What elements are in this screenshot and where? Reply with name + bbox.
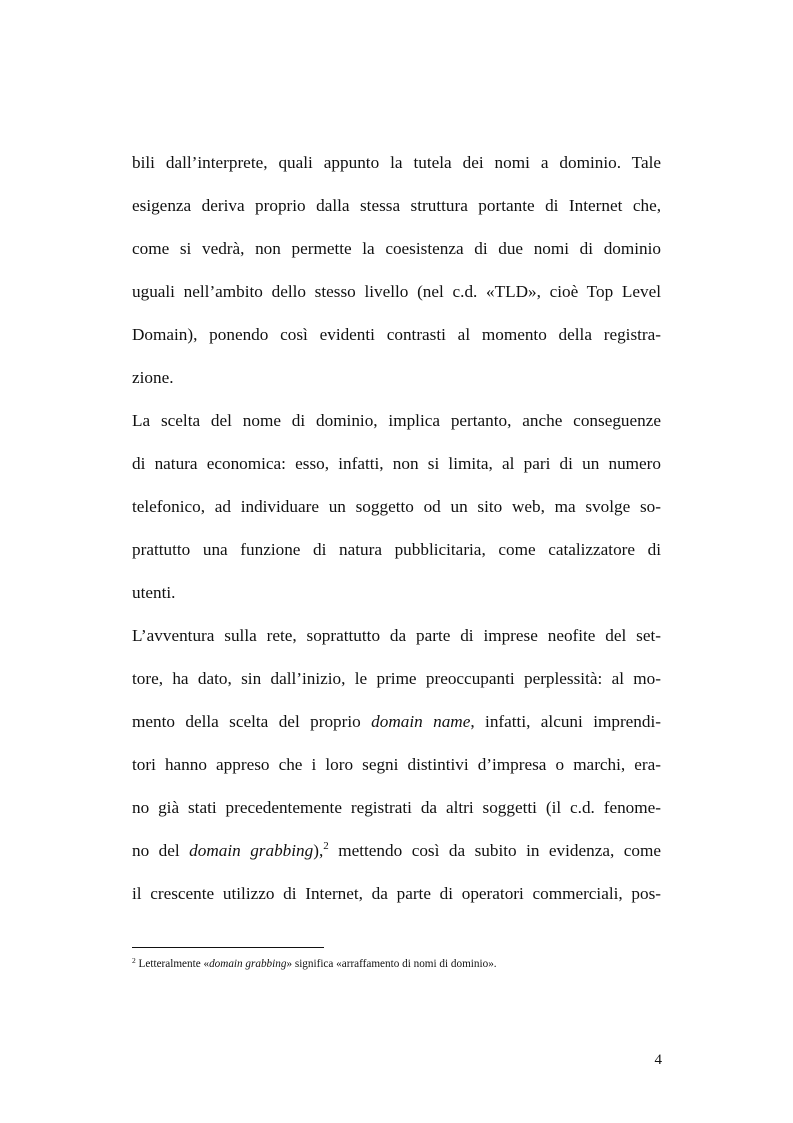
body-line-17 [132,839,661,863]
body-line-9: telefonico, ad individuare un soggetto od un sito web, ma svolge so- [132,497,661,516]
line-17-text-after: mettendo così da subito in evidenza, come [328,841,661,860]
footnote-number: 2 [132,956,136,965]
footnote-italic-term: domain grabbing [209,958,287,970]
body-line-18: il crescente utilizzo di Internet, da parte di operatori commerciali, pos- [132,884,661,903]
body-line-7: La scelta del nome di dominio, implica pertanto, anche conseguenze [132,411,661,430]
line-14-text-before: mento della scelta del proprio [132,712,372,731]
footnote-separator [132,947,324,948]
body-line-8: di natura economica: esso, infatti, non si limita, al pari di un numero [132,454,661,473]
body-line-15: tori hanno appreso che i loro segni distintivi d’impresa o marchi, era- [132,755,661,774]
body-line-1: bili dall’interprete, quali appunto la tutela dei nomi a dominio. Tale [132,153,661,172]
domain-name-term: domain name [371,712,471,731]
body-line-5: Domain), ponendo così evidenti contrasti al momento della registra- [132,325,661,344]
line-17-text-mid: ), [313,841,324,860]
footnote-reference: 2 [323,840,329,852]
footnote-text-after: » significa «arraffamento di nomi di dominio». [286,958,497,970]
line-17-text-before: no del [132,841,190,860]
body-line-11: utenti. [132,583,176,602]
domain-grabbing-term: domain grabbing [189,841,314,860]
body-line-14 [132,710,661,734]
body-line-2: esigenza deriva proprio dalla stessa struttura portante di Internet che, [132,196,661,215]
body-line-13: tore, ha dato, sin dall’inizio, le prime preoccupanti perplessità: al mo- [132,669,661,688]
page-number: 4 [654,1052,662,1068]
body-line-3: come si vedrà, non permette la coesistenza di due nomi di dominio [132,239,661,258]
body-line-10: prattutto una funzione di natura pubblicitaria, come catalizzatore di [132,540,661,559]
footnote [132,956,692,972]
footnote-text-before: Letteralmente « [135,958,210,970]
body-line-4: uguali nell’ambito dello stesso livello (nel c.d. «TLD», cioè Top Level [132,282,661,301]
body-line-16: no già stati precedentemente registrati da altri soggetti (il c.d. fenome- [132,798,661,817]
line-14-text-after: , infatti, alcuni imprendi- [470,712,661,731]
body-line-12: L’avventura sulla rete, soprattutto da parte di imprese neofite del set- [132,626,661,645]
body-line-6: zione. [132,368,174,387]
